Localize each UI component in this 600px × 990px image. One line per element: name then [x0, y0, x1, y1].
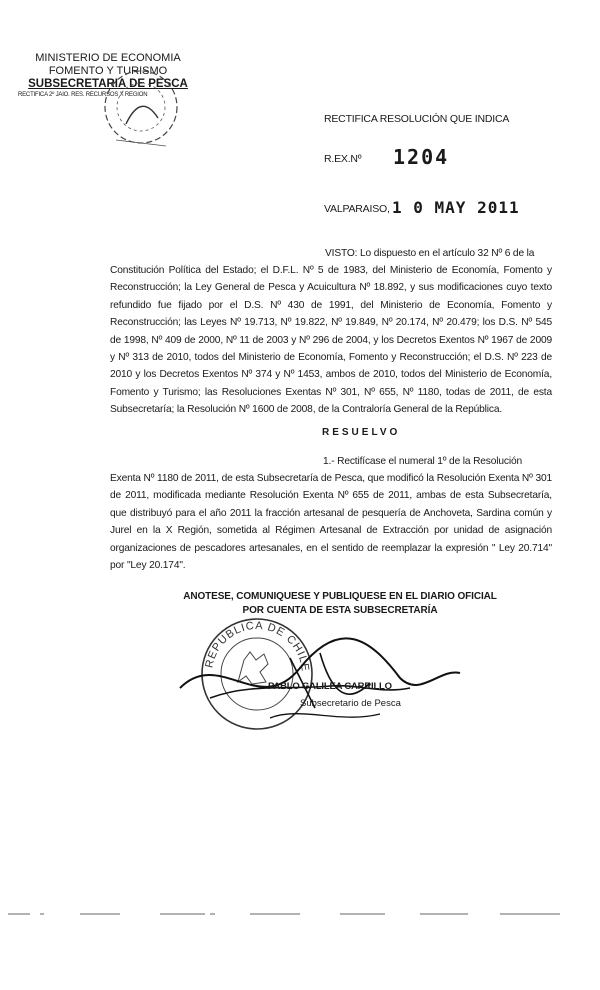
resuelvo-first-line: 1.- Rectifícase el numeral 1º de la Resolución	[323, 456, 522, 467]
header-stamp-icon	[96, 62, 186, 152]
resuelvo-heading: RESUELVO	[322, 427, 401, 438]
ministry-line: MINISTERIO DE ECONOMIA	[35, 52, 181, 64]
signatory-title: Subsecretario de Pesca	[300, 698, 401, 709]
closing-line-2: POR CUENTA DE ESTA SUBSECRETARÍA	[242, 605, 438, 616]
closing-line-1: ANOTESE, COMUNIQUESE Y PUBLIQUESE EN EL DIARIO OFICIAL	[183, 591, 497, 602]
scan-artifact-dashes	[0, 912, 600, 916]
resuelvo-paragraph: Exenta Nº 1180 de 2011, de esta Subsecretaría de Pesca, que modificó la Resolución Exenta Nº 301 de 2011, modificada mediante Resolución Exenta Nº 655 de 2011, ambas de esta Subsecretaría, que distribuyó para el año 2011 la fracción artesanal de pesquería de Anchoveta, Sardina común y Jurel en la X Región, sometida al Régimen Artesanal de Extracción por unidad de asignación organizaciones de pescadores artesanales, en el sentido de reemplazar la expresión " Ley 20.714" por "Ley 20.174".	[110, 473, 552, 572]
reference-line: RECTIFICA 2º JAIO. RES. RECURSOS X REGION	[18, 92, 148, 98]
visto-paragraph: Constitución Política del Estado; el D.F.L. Nº 5 de 1983, del Ministerio de Economía, Fomento y Reconstrucción; la Ley General de Pesca y Acuicultura Nº 18.892, y sus modificaciones cuyo texto refundido fue fijado por el D.S. Nº 430 de 1991, del Ministerio de Economía, Fomento y Reconstrucción; las Leyes Nº 19.713, Nº 19.822, Nº 19.849, Nº 20.174, Nº 20.479; los D.S. Nº 545 de 1998, Nº 409 de 2000, Nº 11 de 2003 y Nº 296 de 2004, y los Decretos Exentos Nº 1967 de 2009 y Nº 313 de 2010, todos del Ministerio de Economía, Fomento y Reconstrucción; el D.S. Nº 223 de 2010 y los Decretos Exentos Nº 374 y Nº 1453, ambos de 2010, todos del Ministerio de Economía, Fomento y Turismo; las Resoluciones Exentas Nº 301, Nº 655, Nº 1180, todas de 2011, de esta Subsecretaría; la Resolución Nº 1600 de 2008, de la Contraloría General de la República.	[110, 265, 552, 416]
visto-first-line: VISTO: Lo dispuesto en el artículo 32 Nº 6 de la	[325, 248, 535, 259]
subsecretaria-line: SUBSECRETARIA DE PESCA	[28, 78, 188, 90]
place-label: VALPARAISO,	[324, 203, 390, 215]
seal-text: REPUBLICA DE CHILE	[203, 619, 312, 673]
resolution-label: R.EX.Nº	[324, 153, 362, 165]
ministry-subline: FOMENTO Y TURISMO	[48, 65, 168, 77]
document-subject: RECTIFICA RESOLUCIÓN QUE INDICA	[324, 113, 510, 125]
issue-date: 1 0 MAY 2011	[392, 198, 520, 217]
signatory-name: PABLO GALILEA CARRILLO	[268, 681, 392, 692]
resolution-number: 1204	[393, 145, 450, 169]
